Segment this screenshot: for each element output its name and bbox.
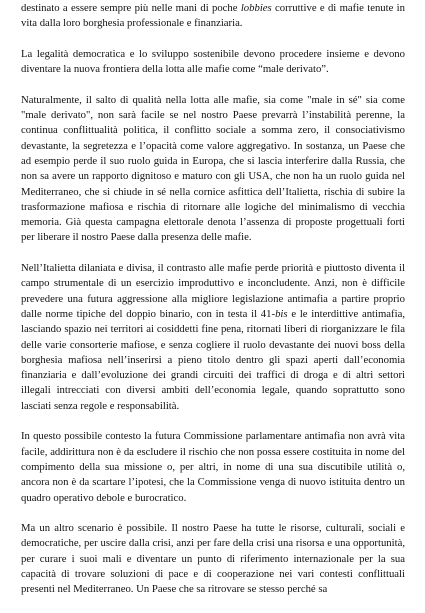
- paragraph-1-text-2: corruttive e di mafie tenute in vita dalla loro borghesia professionale e finanziaria.: [21, 2, 405, 30]
- paragraph-1-text-1: destinato a essere sempre più nelle mani di poche: [21, 2, 241, 14]
- paragraph-5-text: In questo possibile contesto la futura Commissione parlamentare antimafia non avrà vita facile, addirittura non è da escludere il rischio che non possa essere costituita in nome del compimento della sua missione o, per altri, in nome di una sua discutibile utilità o, ancora non è da scartare l’ipotesi, che la Commissione venga di nuovo istituita dentro un quadro operativo debole e burocratico.: [21, 430, 405, 504]
- paragraph-6-text: Ma un altro scenario è possibile. Il nostro Paese ha tutte le risorse, culturali, sociali e democratiche, per uscire dalla crisi, anzi per fare della crisi una risorsa e una opportunità, per curare i suoi mali e diventare un punto di riferimento internazionale per la sua capacità di trovare soluzioni di pace e di cooperazione nei vari contesti conflittuali presenti nel Mediterraneo. Un Paese che sa ritrovare se stesso perché sa: [21, 522, 405, 596]
- paragraph-3-text: Naturalmente, il salto di qualità nella lotta alle mafie, sia come "male in sé" sia come "male derivato", non sarà facile se nel nostro Paese prevarrà l’instabilità perenne, la continua conflittualità politica, il conflitto sociale a somma zero, il consociativismo devastante, la segretezza e l’opacità come valore aggregativo. In sostanza, un Paese che ad esempio perde il suo ruolo guida in Europa, che si lascia interferire dalla Russia, che non sa avere un rapporto dignitoso e maturo con gli USA, che non ha un ruolo guida nel Mediterraneo, che si chiude in sé nella cornice asfittica dell’Italietta, rischia di subire la trasformazione mafiosa e rischia di ritornare alle logiche del minimalismo di vecchia memoria. Già questa campagna elettorale denota l’assenza di proposte progettuali forti per liberare il nostro Paese dalla presenza delle mafie.: [21, 93, 405, 244]
- paragraph-4-text-2: e le interdittive antimafia, lasciando spazio nei territori ai cosiddetti fine pena, ritornati liberi di riorganizzare le fila delle varie consorterie mafiose, e senza cogliere il ruolo devastante dei nuovi boss della borghesia mafiosa nell’inserirsi a pieno titolo dentro gli spazi aperti dall’economia finanziaria e dall’evoluzione dei grandi circuiti dei traffici di droga e di altri settori illegali intrecciati con diversi ambiti dell’economia legale, quando soprattutto sono lasciati senza regole e responsabilità.: [21, 307, 405, 412]
- document-page: [21, 0, 405, 613]
- paragraph-2: [21, 47, 405, 78]
- paragraph-1-italic-lobbies: lobbies: [240, 2, 272, 14]
- paragraph-4-text-1: Nell’Italietta dilaniata e divisa, il contrasto alle mafie perde priorità e piuttosto diventa il campo strumentale di un esercizio improduttivo e inconcludente. Anzi, non è difficile prevedere una futura aggressione alla migliore legislazione antimafia a partire proprio dalle norme tipiche del doppio binario, con in testa il 41-: [21, 262, 405, 320]
- paragraph-3: [21, 93, 405, 246]
- paragraph-6: [21, 521, 405, 597]
- paragraph-2-text: La legalità democratica e lo sviluppo sostenibile devono procedere insieme e devono diventare la nuova frontiera della lotta alle mafie come “male derivato”.: [21, 47, 405, 76]
- paragraph-1: [21, 1, 405, 32]
- paragraph-4-italic-bis: bis: [275, 307, 288, 320]
- paragraph-4: [21, 261, 405, 414]
- paragraph-5: [21, 429, 405, 505]
